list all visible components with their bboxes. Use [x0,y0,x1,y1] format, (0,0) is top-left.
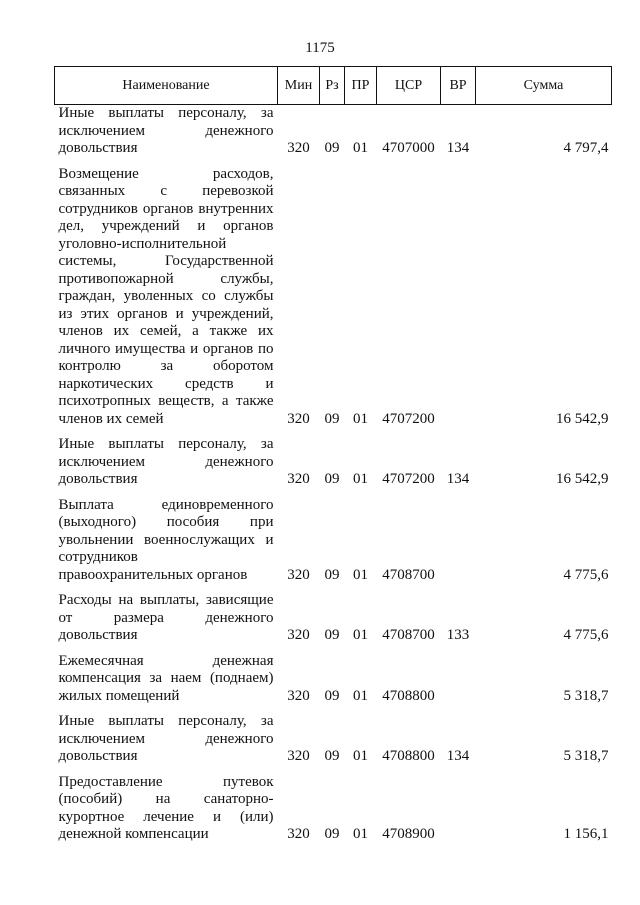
row-rz: 09 [324,687,340,704]
row-csr: 4708700 [382,627,435,643]
page-number: 1175 [305,40,335,56]
table-header [55,67,612,105]
row-pr: 01 [353,627,368,643]
row-pr: 01 [353,826,368,842]
row-csr: 4708700 [382,566,435,583]
row-name: Выплата единовременного (выходного) пособия при увольнении военнослужащих и сотрудников правоохранительных органов [58,496,274,583]
row-name: Предоставление путевок (пособий) на санаторно-курортное лечение и (или) денежной компенсации [58,773,274,842]
header-name: Наименование [55,67,278,105]
row-csr: 4708800 [382,748,435,764]
row-pr: 01 [353,140,368,156]
row-rz: 09 [324,140,340,156]
row-csr: 4707000 [382,140,435,156]
row-vr [441,645,476,706]
row-csr: 4708800 [382,687,435,704]
row-name: Возмещение расходов, связанных с перевозкой сотрудников органов внутренних дел, учреждений и органов уголовно-исполнительной системы, Государственной противопожарной службы, граждан, уволенных со службы из этих органов и учреждений, членов их семей, а также их личного имущества и органов по контролю за оборотом наркотических средств и психотропных веществ, а также членов их семей [58,165,274,427]
row-min: 320 [287,410,310,427]
row-pr: 01 [353,748,368,764]
row-csr: 4707200 [382,471,435,487]
row-vr: 133 [446,627,470,643]
row-rz: 09 [324,471,340,487]
header-csr: ЦСР [377,67,441,105]
row-rz: 09 [324,627,340,643]
row-vr: 134 [446,748,470,764]
table-row [55,428,612,489]
row-pr: 01 [353,410,368,427]
row-sum: 4 797,4 [563,140,609,156]
table-row [55,489,612,585]
row-name: Иные выплаты персоналу, за исключением денежного довольствия [58,713,274,764]
row-min: 320 [287,627,310,643]
header-min: Мин [278,67,320,105]
row-csr: 4707200 [382,410,435,427]
table-row [55,584,612,645]
row-csr: 4708900 [382,826,435,842]
row-min: 320 [287,748,310,764]
budget-table [54,66,612,844]
row-rz: 09 [324,410,340,427]
row-rz: 09 [324,826,340,842]
row-vr [441,158,476,429]
table-row [55,158,612,429]
row-sum: 16 542,9 [556,471,609,487]
row-name: Расходы на выплаты, зависящие от размера денежного довольствия [58,592,274,643]
row-min: 320 [287,140,310,156]
table-row [55,105,612,158]
row-vr: 134 [446,471,470,487]
table-row [55,766,612,844]
row-min: 320 [287,826,310,842]
row-sum: 5 318,7 [563,687,609,704]
row-sum: 16 542,9 [556,410,609,427]
table-row [55,645,612,706]
header-rz: Рз [320,67,345,105]
row-name: Иные выплаты персоналу, за исключением денежного довольствия [58,105,274,156]
row-min: 320 [287,471,310,487]
row-pr: 01 [353,471,368,487]
row-rz: 09 [324,748,340,764]
row-vr [441,489,476,585]
header-pr: ПР [345,67,377,105]
row-vr: 134 [446,140,470,156]
row-min: 320 [287,687,310,704]
row-rz: 09 [324,566,340,583]
row-vr [441,766,476,844]
header-vr: ВР [441,67,476,105]
row-pr: 01 [353,687,368,704]
table-body [55,105,612,844]
row-pr: 01 [353,566,368,583]
row-sum: 5 318,7 [563,748,609,764]
row-sum: 1 156,1 [563,826,609,842]
table-row [55,705,612,766]
row-sum: 4 775,6 [563,566,609,583]
row-sum: 4 775,6 [563,627,609,643]
header-sum: Сумма [476,67,612,105]
row-name: Ежемесячная денежная компенсация за наем (поднаем) жилых помещений [58,652,274,704]
row-min: 320 [287,566,310,583]
row-name: Иные выплаты персоналу, за исключением денежного довольствия [58,436,274,487]
